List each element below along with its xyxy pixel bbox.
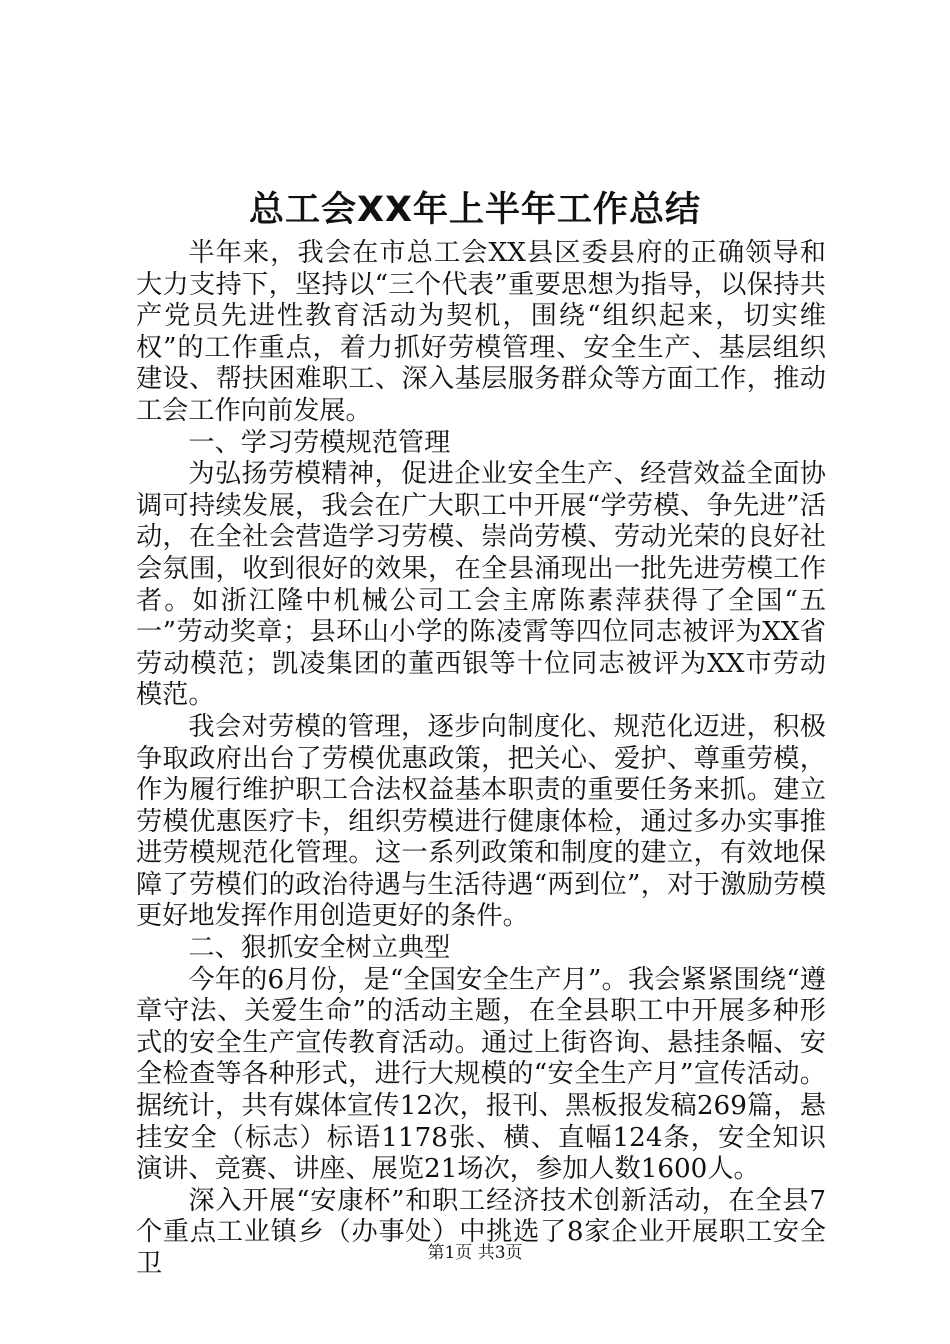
document-title: 总工会XX年上半年工作总结 [249, 190, 701, 230]
paragraph-model-workers: 为弘扬劳模精神，促进企业安全生产、经营效益全面协调可持续发展，我会在广大职工中开展“学劳模、争先进”活动，在全社会营造学习劳模、崇尚劳模、劳动光荣的良好社会氛围，收到很好的效果，在全县涌现出一批先进劳模工作者。如浙江隆中机械公司工会主席陈素萍获得了全国“五一”劳动奖章；县环山小学的陈凌霄等四位同志被评为XX省劳动模范；凯凌集团的董西银等十位同志被评为XX市劳动模范。 [136, 459, 826, 711]
document-body [136, 238, 826, 1281]
paragraph-ankang-cup: 深入开展“安康杯”和职工经济技术创新活动，在全县7个重点工业镇乡（办事处）中挑选了8家企业开展职工安全卫 [136, 1185, 826, 1279]
section-heading-2: 二、狠抓安全树立典型 [188, 933, 451, 964]
section-heading-1: 一、学习劳模规范管理 [188, 427, 451, 458]
paragraph-safety-month: 今年的6月份，是“全国安全生产月”。我会紧紧围绕“遵章守法、关爱生命”的活动主题，在全县职工中开展多种形式的安全生产宣传教育活动。通过上街咨询、悬挂条幅、安全检查等各种形式，进行大规模的“安全生产月”宣传活动。据统计，共有媒体宣传12次，报刊、黑板报发稿269篇，悬挂安全（标志）标语1178张、横、直幅124条，安全知识演讲、竞赛、讲座、展览21场次，参加人数1600人。 [136, 964, 826, 1185]
page-number-footer: 第1页 共3页 [427, 1243, 523, 1263]
paragraph-intro: 半年来，我会在市总工会XX县区委县府的正确领导和大力支持下，坚持以“三个代表”重要思想为指导，以保持共产党员先进性教育活动为契机，围绕“组织起来，切实维权”的工作重点，着力抓好劳模管理、安全生产、基层组织建设、帮扶困难职工、深入基层服务群众等方面工作，推动工会工作向前发展。 [136, 238, 826, 426]
paragraph-model-management: 我会对劳模的管理，逐步向制度化、规范化迈进，积极争取政府出台了劳模优惠政策，把关心、爱护、尊重劳模，作为履行维护职工合法权益基本职责的重要任务来抓。建立劳模优惠医疗卡，组织劳模进行健康体检，通过多办实事推进劳模规范化管理。这一系列政策和制度的建立，有效地保障了劳模们的政治待遇与生活待遇“两到位”，对于激励劳模更好地发挥作用创造更好的条件。 [136, 711, 826, 932]
